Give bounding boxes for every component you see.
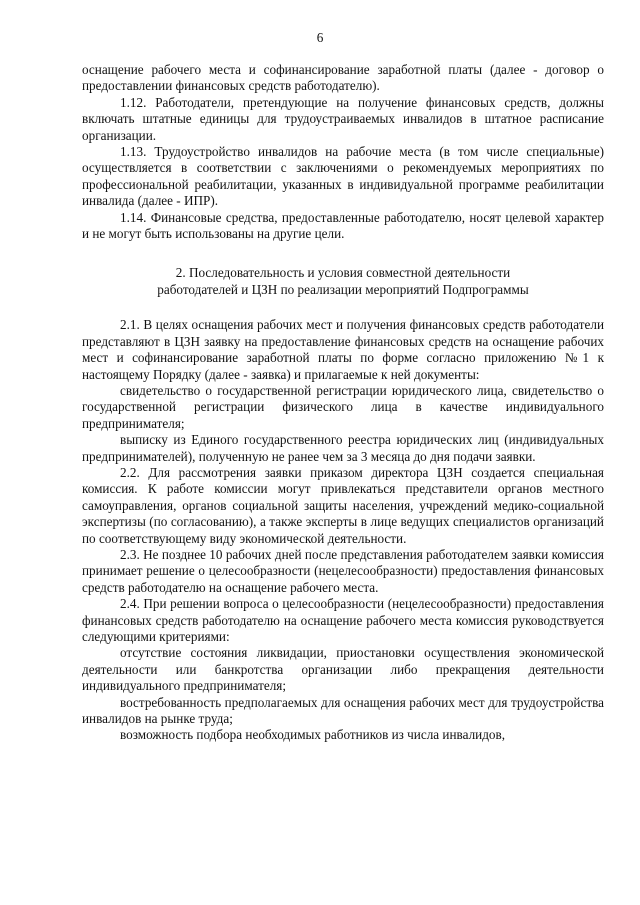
paragraph-1-14: 1.14. Финансовые средства, предоставленные работодателю, носят целевой характер и не могут быть использованы на другие цели. bbox=[82, 209, 604, 242]
section-heading bbox=[82, 265, 604, 298]
paragraph-2-2: 2.2. Для рассмотрения заявки приказом директора ЦЗН создается специальная комиссия. К работе комиссии могут привлекаться представители органов местного самоуправления, органов социальной защиты населения, учреждений медико-социальной экспертизы (по согласованию), а также эксперты в лице ведущих специалистов организаций по соответствующему виду экономической деятельности. bbox=[82, 464, 604, 546]
paragraph-2-3: 2.3. Не позднее 10 рабочих дней после представления работодателем заявки комиссия принимает решение о целесообразности (нецелесообразности) предоставления финансовых средств работодателю на оснащение рабочего места. bbox=[82, 546, 604, 595]
section-heading-line-2: работодателей и ЦЗН по реализации мероприятий Подпрограммы bbox=[157, 281, 529, 297]
paragraph-1-13: 1.13. Трудоустройство инвалидов на рабочие места (в том числе специальные) осуществляется в соответствии с заключениями о рекомендуемых мероприятиях по профессиональной реабилитации, указанных в индивидуальной программе реабилитации инвалида (далее - ИПР). bbox=[82, 144, 604, 209]
document-body bbox=[82, 62, 604, 744]
criterion-demand: востребованность предполагаемых для оснащения рабочих мест для трудоустройства инвалидов на рынке труда; bbox=[82, 694, 604, 727]
criterion-no-liquidation: отсутствие состояния ликвидации, приостановки осуществления экономической деятельности или банкротства организации либо прекращения деятельности индивидуального предпринимателя; bbox=[82, 645, 604, 694]
paragraph-1-12: 1.12. Работодатели, претендующие на получение финансовых средств, должны включать штатные единицы для трудоустраиваемых инвалидов в штатное расписание организации. bbox=[82, 94, 604, 143]
list-item-registration-certificate: свидетельство о государственной регистрации юридического лица, свидетельство о государственной регистрации физического лица в качестве индивидуального предпринимателя; bbox=[82, 382, 604, 431]
page-number: 6 bbox=[316, 30, 324, 45]
paragraph-continuation: оснащение рабочего места и софинансирование заработной платы (далее - договор о предоставлении финансовых средств работодателю). bbox=[82, 62, 604, 94]
section-heading-line-1: 2. Последовательность и условия совместной деятельности bbox=[175, 265, 511, 281]
paragraph-2-1: 2.1. В целях оснащения рабочих мест и получения финансовых средств работодатели представляют в ЦЗН заявку на предоставление финансовых средств на оснащение рабочих мест и софинансирование заработной платы по форме согласно приложению №1 к настоящему Порядку (далее - заявка) и прилагаемые к ней документы: bbox=[82, 317, 604, 382]
paragraph-2-4: 2.4. При решении вопроса о целесообразности (нецелесообразности) предоставления финансовых средств работодателю на оснащение рабочего места комиссия руководствуется следующими критериями: bbox=[82, 596, 604, 644]
list-item-registry-extract: выписку из Единого государственного реестра юридических лиц (индивидуальных предпринимателей), полученную не ранее чем за 3 месяца до дня подачи заявки. bbox=[82, 432, 604, 464]
criterion-worker-selection: возможность подбора необходимых работников из числа инвалидов, bbox=[120, 727, 506, 743]
